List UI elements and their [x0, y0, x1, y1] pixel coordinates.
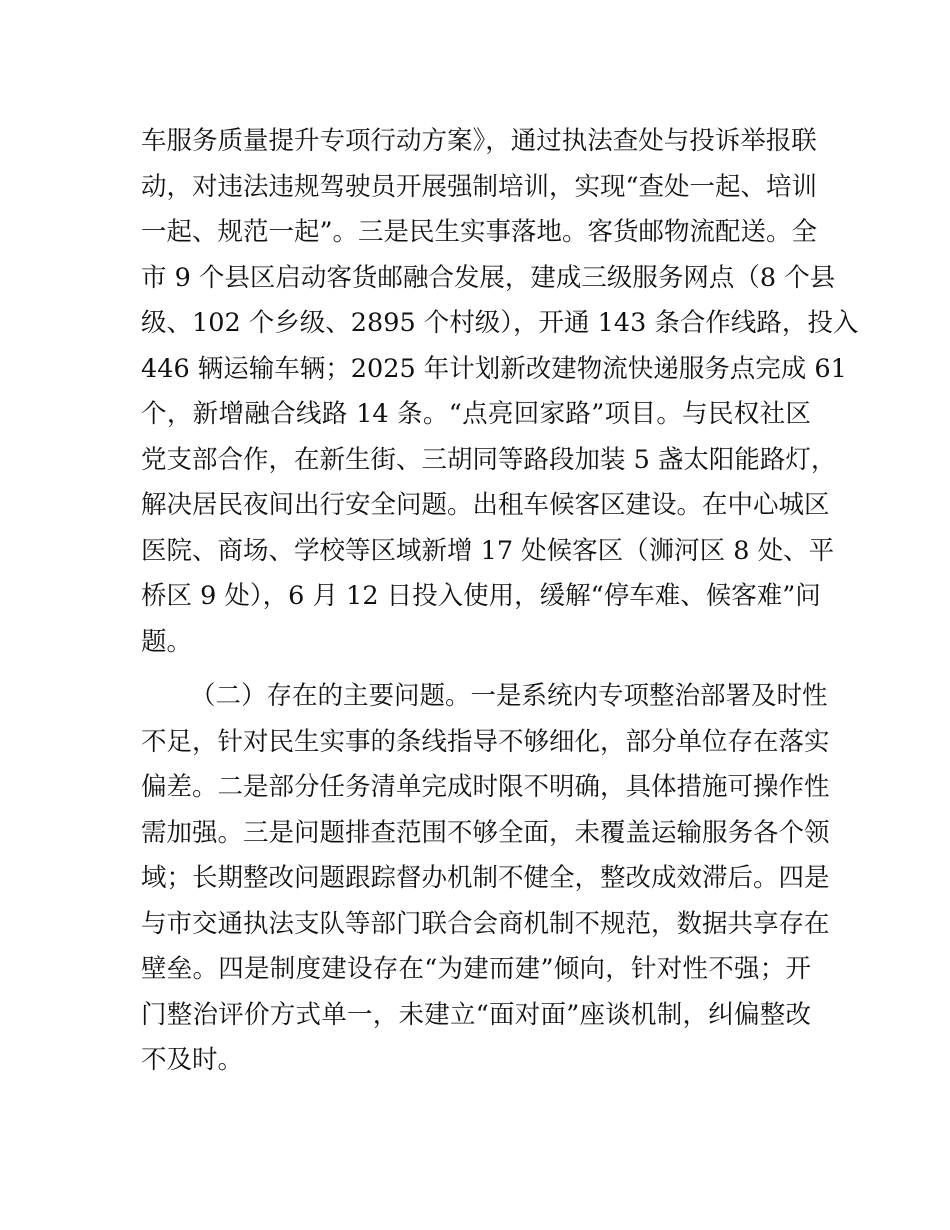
paragraph-1-line-8: 党支部合作，在新生街、三胡同等路段加装 5 盏太阳能路灯， — [141, 445, 837, 475]
paragraph-1-line-10: 医院、商场、学校等区域新增 17 处候客区（浉河区 8 处、平 — [141, 536, 835, 566]
paragraph-2-line-8: 门整治评价方式单一，未建立“面对面”座谈机制，纠偏整改 — [141, 1000, 811, 1030]
paragraph-1-line-12: 题。 — [141, 627, 193, 657]
paragraph-2-line-1: （二）存在的主要问题。一是系统内专项整治部署及时性 — [190, 681, 828, 711]
paragraph-1-line-5: 级、102 个乡级、2895 个村级），开通 143 条合作线路，投入 — [141, 308, 859, 338]
paragraph-2-line-5: 域；长期整改问题跟踪督办机制不健全，整改成效滞后。四是 — [141, 863, 830, 893]
paragraph-2-line-9: 不及时。 — [141, 1045, 244, 1075]
paragraph-1-line-9: 解决居民夜间出行安全问题。出租车候客区建设。在中心城区 — [141, 490, 830, 520]
paragraph-2-line-6: 与市交通执法支队等部门联合会商机制不规范，数据共享存在 — [141, 909, 830, 939]
paragraph-1-line-6: 446 辆运输车辆；2025 年计划新改建物流快递服务点完成 61 — [141, 354, 847, 384]
paragraph-1-line-1: 车服务质量提升专项行动方案》，通过执法查处与投诉举报联 — [141, 126, 817, 156]
paragraph-2-line-4: 需加强。三是问题排查范围不够全面，未覆盖运输服务各个领 — [141, 818, 830, 848]
paragraph-2-line-7: 壁垒。四是制度建设存在“为建而建”倾向，针对性不强；开 — [141, 954, 811, 984]
paragraph-1-line-3: 一起、规范一起”。三是民生实事落地。客货邮物流配送。全 — [141, 217, 818, 247]
paragraph-1-line-2: 动，对违法违规驾驶员开展强制培训，实现“查处一起、培训 — [141, 172, 818, 202]
paragraph-1-line-7: 个，新增融合线路 14 条。“点亮回家路”项目。与民权社区 — [141, 399, 811, 429]
paragraph-2-line-3: 偏差。二是部分任务清单完成时限不明确，具体措施可操作性 — [141, 772, 830, 802]
paragraph-2-line-2: 不足，针对民生实事的条线指导不够细化，部分单位存在落实 — [141, 727, 830, 757]
paragraph-1-line-4: 市 9 个县区启动客货邮融合发展，建成三级服务网点（8 个县 — [141, 263, 836, 293]
paragraph-1-line-11: 桥区 9 处），6 月 12 日投入使用，缓解“停车难、候客难”问 — [141, 581, 821, 611]
